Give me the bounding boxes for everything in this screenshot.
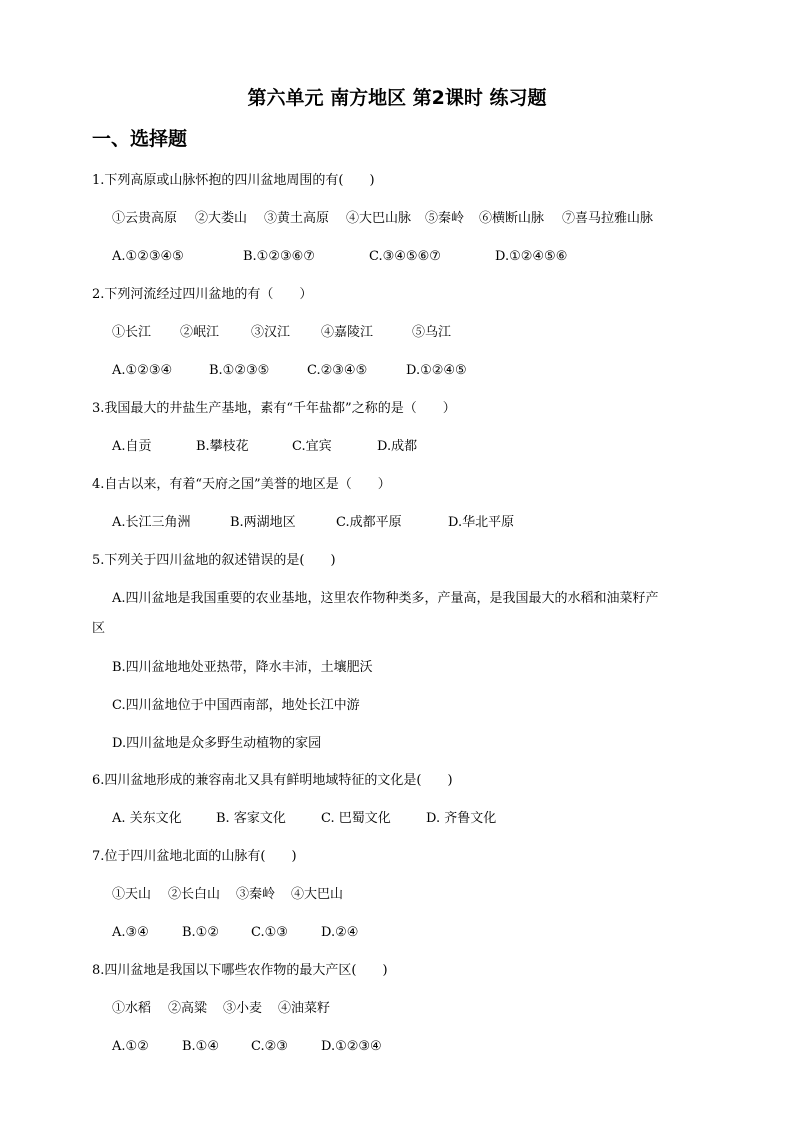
q6-choice-a: A. 关东文化 xyxy=(112,811,182,826)
q2-item-5: ⑤乌江 xyxy=(412,325,452,340)
q6-choice-c: C. 巴蜀文化 xyxy=(321,811,391,826)
q2-item-1: ①长江 xyxy=(112,325,152,340)
q1-item-1: ①云贵高原 xyxy=(112,211,178,226)
question-7-stem: 7.位于四川盆地北面的山脉有( ) xyxy=(92,849,297,864)
question-3-stem: 3.我国最大的井盐生产基地，素有“千年盐都”之称的是（ ） xyxy=(92,401,456,416)
q1-item-4: ④大巴山脉 xyxy=(346,211,412,226)
q1-item-7: ⑦喜马拉雅山脉 xyxy=(562,211,654,226)
question-2-stem: 2.下列河流经过四川盆地的有（ ） xyxy=(92,287,313,302)
q8-item-1: ①水稻 xyxy=(112,1001,152,1016)
q7-item-3: ③秦岭 xyxy=(236,887,276,902)
q5-choice-a: A.四川盆地是我国重要的农业基地，这里农作物种类多，产量高，是我国最大的水稻和油菜籽产 xyxy=(112,591,659,606)
q4-choice-b: B.两湖地区 xyxy=(230,515,296,530)
q2-choice-a: A.①②③④ xyxy=(112,363,173,378)
q1-item-2: ②大娄山 xyxy=(195,211,248,226)
q3-choice-a: A.自贡 xyxy=(112,439,152,454)
q4-choice-a: A.长江三角洲 xyxy=(112,515,191,530)
q7-choice-d: D.②④ xyxy=(321,925,359,940)
q1-choice-a: A.①②③④⑤ xyxy=(112,249,184,264)
q3-choice-d: D.成都 xyxy=(377,439,418,454)
q5-choice-c: C.四川盆地位于中国西南部，地处长江中游 xyxy=(112,698,360,713)
page-title: 第六单元 南方地区 第2课时 练习题 xyxy=(247,87,547,109)
q2-item-4: ④嘉陵江 xyxy=(321,325,374,340)
q1-choice-b: B.①②③⑥⑦ xyxy=(243,249,315,264)
q7-choice-a: A.③④ xyxy=(112,925,149,940)
q7-choice-b: B.①② xyxy=(182,925,219,940)
question-1-stem: 1.下列高原或山脉怀抱的四川盆地周围的有( ) xyxy=(92,173,375,188)
q2-item-3: ③汉江 xyxy=(251,325,291,340)
q8-choice-d: D.①②③④ xyxy=(321,1039,382,1054)
q1-item-6: ⑥横断山脉 xyxy=(479,211,545,226)
q8-choice-b: B.①④ xyxy=(182,1039,219,1054)
q3-choice-b: B.攀枝花 xyxy=(196,439,249,454)
q1-choice-d: D.①②④⑤⑥ xyxy=(495,249,568,264)
q7-item-2: ②长白山 xyxy=(168,887,221,902)
q8-choice-a: A.①② xyxy=(112,1039,149,1054)
q2-item-2: ②岷江 xyxy=(180,325,220,340)
q2-choice-b: B.①②③⑤ xyxy=(209,363,270,378)
q8-item-2: ②高粱 xyxy=(168,1001,208,1016)
q5-choice-d: D.四川盆地是众多野生动植物的家园 xyxy=(112,736,322,751)
question-4-stem: 4.自古以来，有着“天府之国”美誉的地区是（ ） xyxy=(92,477,391,492)
q2-choice-d: D.①②④⑤ xyxy=(406,363,467,378)
q7-item-1: ①天山 xyxy=(112,887,152,902)
q1-choice-c: C.③④⑤⑥⑦ xyxy=(369,249,441,264)
q5-choice-a-continued: 区 xyxy=(92,621,106,636)
q1-item-3: ③黄土高原 xyxy=(264,211,330,226)
q2-choice-c: C.②③④⑤ xyxy=(307,363,368,378)
q8-choice-c: C.②③ xyxy=(251,1039,288,1054)
q3-choice-c: C.宜宾 xyxy=(292,439,332,454)
q6-choice-d: D. 齐鲁文化 xyxy=(426,811,497,826)
question-5-stem: 5.下列关于四川盆地的叙述错误的是( ) xyxy=(92,553,336,568)
q7-item-4: ④大巴山 xyxy=(291,887,344,902)
question-8-stem: 8.四川盆地是我国以下哪些农作物的最大产区( ) xyxy=(92,963,388,978)
q7-choice-c: C.①③ xyxy=(251,925,288,940)
question-6-stem: 6.四川盆地形成的兼容南北又具有鲜明地域特征的文化是( ) xyxy=(92,773,453,788)
q8-item-3: ③小麦 xyxy=(223,1001,263,1016)
q6-choice-b: B. 客家文化 xyxy=(216,811,286,826)
q8-item-4: ④油菜籽 xyxy=(278,1001,331,1016)
q5-choice-b: B.四川盆地地处亚热带，降水丰沛，土壤肥沃 xyxy=(112,660,373,675)
q4-choice-d: D.华北平原 xyxy=(448,515,515,530)
section-heading: 一、选择题 xyxy=(92,128,188,150)
q4-choice-c: C.成都平原 xyxy=(336,515,402,530)
q1-item-5: ⑤秦岭 xyxy=(425,211,465,226)
